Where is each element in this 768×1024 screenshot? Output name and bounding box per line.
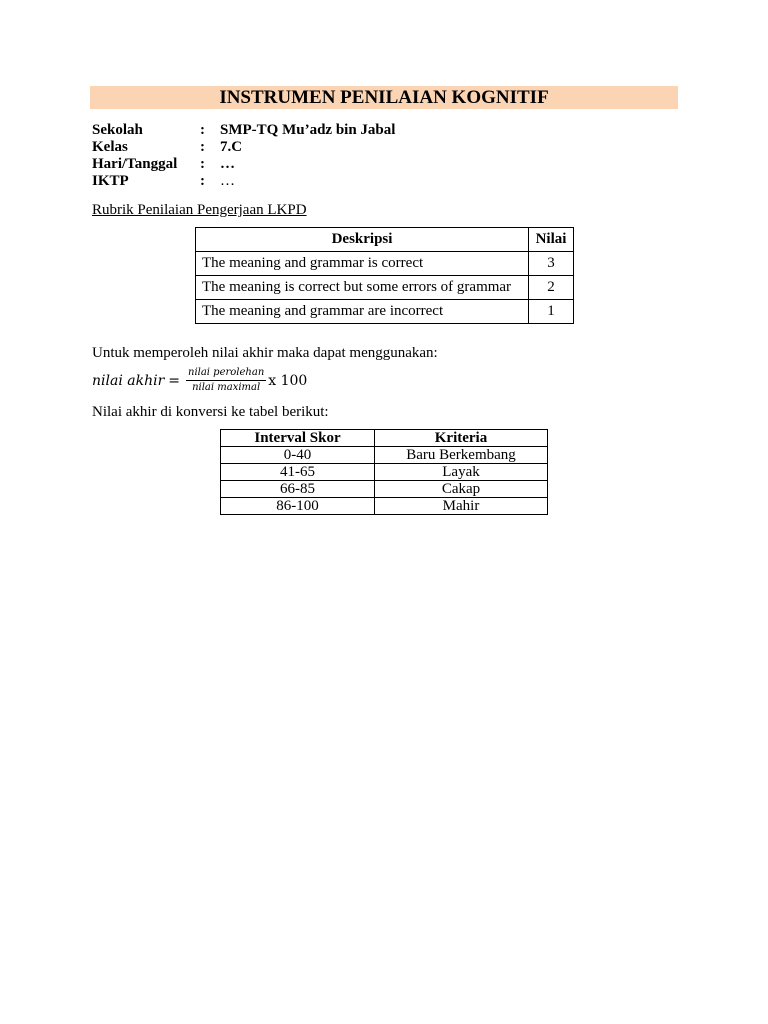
meta-label: Hari/Tanggal — [92, 156, 178, 172]
formula-lhs: nilai akhir — [92, 372, 165, 389]
meta-colon: : — [200, 173, 205, 189]
meta-colon: : — [200, 156, 205, 172]
formula-numerator: nilai perolehan — [186, 366, 266, 381]
rubric-nilai-cell: 3 — [529, 252, 574, 276]
rubric-table — [195, 227, 574, 324]
formula-denominator: nilai maximal — [192, 382, 261, 393]
table-row — [221, 464, 548, 481]
table-header-row — [196, 228, 574, 252]
formula — [92, 366, 307, 395]
meta-row-sekolah — [92, 122, 395, 139]
table-row — [196, 276, 574, 300]
table-header-row — [221, 430, 548, 447]
column-header-interval: Interval Skor — [221, 430, 375, 447]
meta-label: Kelas — [92, 139, 128, 155]
table-row — [221, 498, 548, 515]
meta-colon: : — [200, 122, 205, 138]
meta-label: Sekolah — [92, 122, 143, 138]
document-title: INSTRUMEN PENILAIAN KOGNITIF — [90, 86, 678, 109]
meta-info — [92, 122, 395, 190]
rubric-desc-cell: The meaning is correct but some errors of grammar — [196, 276, 529, 300]
meta-colon: : — [200, 139, 205, 155]
konversi-table — [220, 429, 548, 515]
meta-value: SMP-TQ Mu’adz bin Jabal — [220, 122, 396, 138]
table-row — [221, 481, 548, 498]
rubric-desc-cell: The meaning and grammar are incorrect — [196, 300, 529, 324]
table-row — [196, 252, 574, 276]
meta-value: 7.C — [220, 139, 243, 155]
table-row — [196, 300, 574, 324]
formula-equals: = — [168, 372, 180, 389]
kriteria-cell: Cakap — [375, 481, 548, 498]
meta-row-hari-tanggal — [92, 156, 395, 173]
interval-cell: 66-85 — [221, 481, 375, 498]
formula-fraction — [186, 366, 266, 395]
meta-row-kelas — [92, 139, 395, 156]
konversi-note: Nilai akhir di konversi ke tabel berikut: — [92, 404, 329, 420]
interval-cell: 86-100 — [221, 498, 375, 515]
table-row — [221, 447, 548, 464]
meta-label: IKTP — [92, 173, 129, 189]
interval-cell: 0-40 — [221, 447, 375, 464]
kriteria-cell: Mahir — [375, 498, 548, 515]
meta-value: … — [220, 173, 235, 189]
meta-row-iktp — [92, 173, 395, 190]
meta-value: … — [220, 156, 235, 172]
kriteria-cell: Baru Berkembang — [375, 447, 548, 464]
rubric-desc-cell: The meaning and grammar is correct — [196, 252, 529, 276]
column-header-nilai: Nilai — [529, 228, 574, 252]
rubric-heading: Rubrik Penilaian Pengerjaan LKPD — [92, 202, 307, 218]
rubric-nilai-cell: 2 — [529, 276, 574, 300]
column-header-kriteria: Kriteria — [375, 430, 548, 447]
column-header-deskripsi: Deskripsi — [196, 228, 529, 252]
formula-intro: Untuk memperoleh nilai akhir maka dapat menggunakan: — [92, 345, 438, 361]
formula-times: x 100 — [268, 372, 308, 389]
kriteria-cell: Layak — [375, 464, 548, 481]
interval-cell: 41-65 — [221, 464, 375, 481]
rubric-nilai-cell: 1 — [529, 300, 574, 324]
